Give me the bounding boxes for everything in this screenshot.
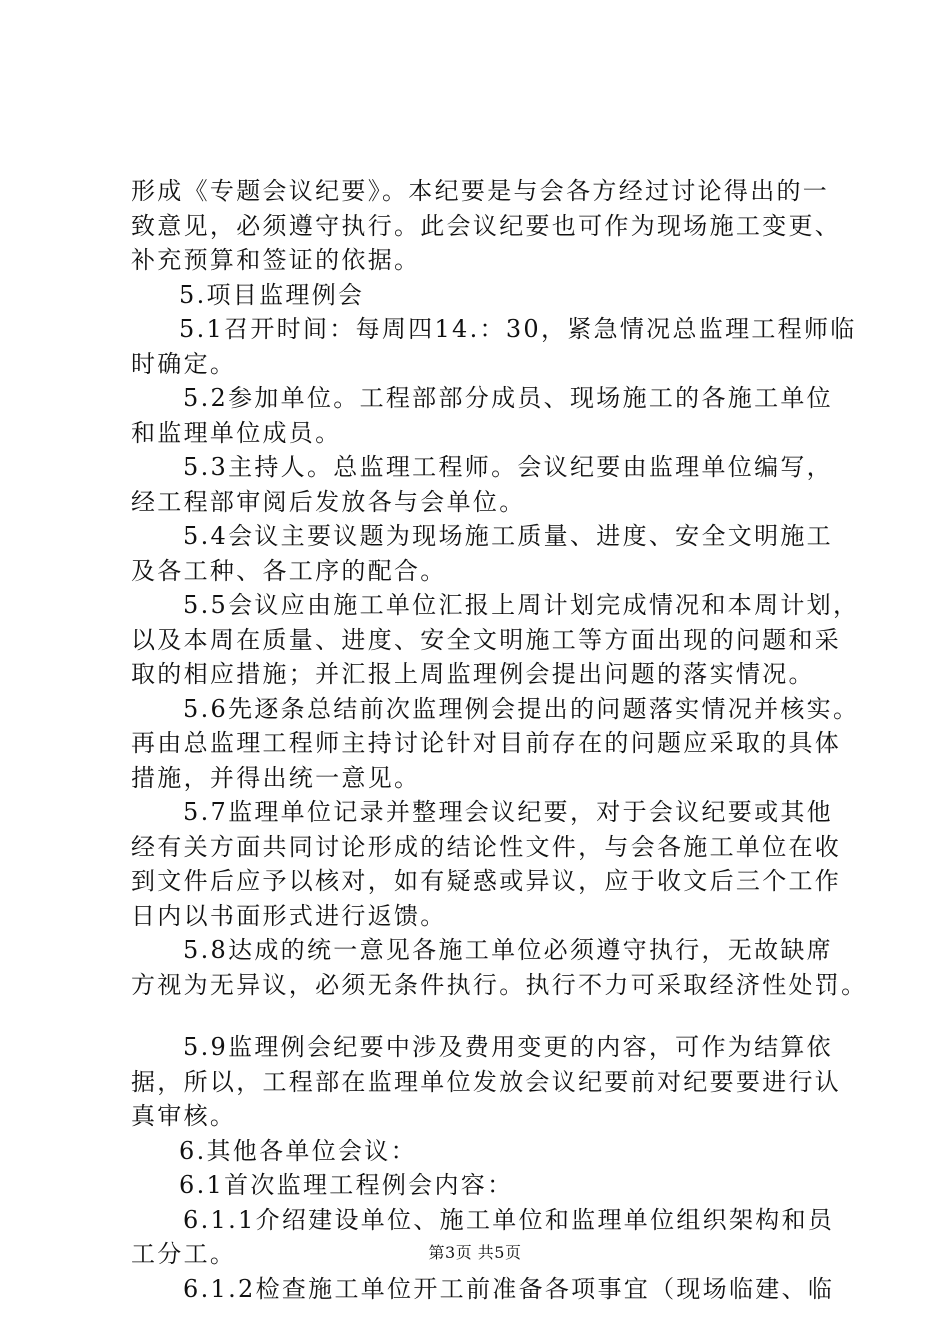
- text-line: 据，所以，工程部在监理单位发放会议纪要前对纪要要进行认: [131, 1067, 842, 1096]
- text-line: 5.6先逐条总结前次监理例会提出的问题落实情况并核实。: [183, 694, 860, 723]
- section-heading: 5.项目监理例会: [179, 280, 365, 309]
- text-line: 5.4会议主要议题为现场施工质量、进度、安全文明施工: [183, 522, 833, 550]
- text-line: 6.1首次监理工程例会内容：: [179, 1171, 514, 1199]
- text-line: 6.1.2检查施工单位开工前准备各项事宜（现场临建、临: [183, 1274, 835, 1303]
- text-line: 日内以书面形式进行返馈。: [131, 901, 447, 930]
- text-line: 5.3主持人。总监理工程师。会议纪要由监理单位编写，: [183, 453, 833, 481]
- page-number-footer: 第3页 共5页: [428, 1243, 522, 1262]
- section-heading: 6.其他各单位会议：: [179, 1136, 417, 1165]
- text-line: 6.1.1介绍建设单位、施工单位和监理单位组织架构和员: [183, 1205, 835, 1234]
- text-line: 5.8达成的统一意见各施工单位必须遵守执行，无故缺席: [183, 936, 833, 964]
- text-line: 取的相应措施；并汇报上周监理例会提出问题的落实情况。: [131, 660, 815, 688]
- text-line: 以及本周在质量、进度、安全文明施工等方面出现的问题和采: [131, 625, 842, 654]
- text-line: 致意见，必须遵守执行。此会议纪要也可作为现场施工变更、: [131, 211, 842, 240]
- text-line: 方视为无异议，必须无条件执行。执行不力可采取经济性处罚。: [131, 970, 868, 999]
- text-line: 及各工种、各工序的配合。: [131, 556, 447, 585]
- text-line: 补充预算和签证的依据。: [131, 246, 421, 274]
- text-line: 到文件后应予以核对，如有疑惑或异议，应于收文后三个工作: [131, 867, 842, 895]
- text-line: 5.1召开时间：每周四14.：30，紧急情况总监理工程师临: [179, 315, 857, 343]
- text-line: 真审核。: [131, 1102, 237, 1130]
- text-line: 措施，并得出统一意见。: [131, 763, 421, 792]
- text-line: 5.7监理单位记录并整理会议纪要，对于会议纪要或其他: [183, 798, 833, 826]
- text-line: 工分工。: [131, 1240, 237, 1268]
- text-line: 再由总监理工程师主持讨论针对目前存在的问题应采取的具体: [131, 729, 842, 757]
- text-line: 和监理单位成员。: [131, 418, 342, 447]
- text-line: 经有关方面共同讨论形成的结论性文件，与会各施工单位在收: [131, 832, 842, 861]
- text-line: 经工程部审阅后发放各与会单位。: [131, 487, 526, 516]
- paragraph-gap: [131, 1002, 851, 1030]
- document-body: [131, 174, 868, 1306]
- text-line: 5.2参加单位。工程部部分成员、现场施工的各施工单位: [183, 384, 833, 412]
- text-line: 5.9监理例会纪要中涉及费用变更的内容，可作为结算依: [183, 1033, 833, 1061]
- text-line: 时确定。: [131, 349, 237, 378]
- text-line: 形成《专题会议纪要》。本纪要是与会各方经过讨论得出的一: [131, 177, 830, 205]
- text-line: 5.5会议应由施工单位汇报上周计划完成情况和本周计划，: [183, 591, 860, 619]
